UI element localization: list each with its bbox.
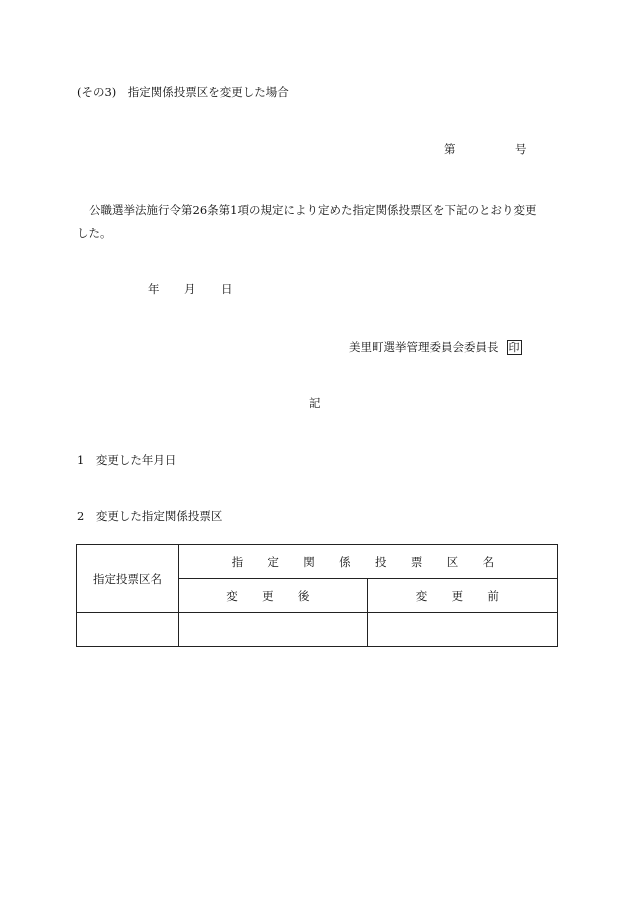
number-go: 号 (515, 142, 527, 156)
seal-mark: 印 (508, 341, 520, 354)
body-line-1: 公職選挙法施行令第26条第1項の規定により定めた指定関係投票区を下記のとおり変更 (89, 203, 537, 217)
group-header (179, 545, 558, 579)
col-header-after-text: 変 更 後 (226, 588, 320, 603)
designation-table (76, 544, 558, 647)
number-dai: 第 (444, 142, 456, 156)
signatory: 美里町選挙管理委員会委員長 (349, 340, 499, 354)
group-header-text: 指 定 関 係 投 票 区 名 (231, 554, 505, 569)
heading: (その3) 指定関係投票区を変更した場合 (77, 85, 289, 99)
item-2: 2 変更した指定関係投票区 (77, 509, 223, 523)
item-1: 1 変更した年月日 (77, 453, 177, 467)
col-header-before (368, 579, 558, 613)
date-month: 月 (184, 282, 196, 296)
col-header-before-text: 変 更 前 (415, 588, 510, 603)
col-header-after (179, 579, 368, 613)
body-line-2: した。 (77, 226, 112, 240)
date-day: 日 (221, 282, 233, 296)
cell-before (368, 613, 558, 647)
signatory-line (349, 340, 522, 355)
cell-after (179, 613, 368, 647)
cell-district (77, 613, 179, 647)
col-header-district: 指定投票区名 (77, 545, 179, 613)
table-row (77, 613, 558, 647)
date-year: 年 (148, 282, 160, 296)
ki-mark: 記 (309, 396, 321, 410)
